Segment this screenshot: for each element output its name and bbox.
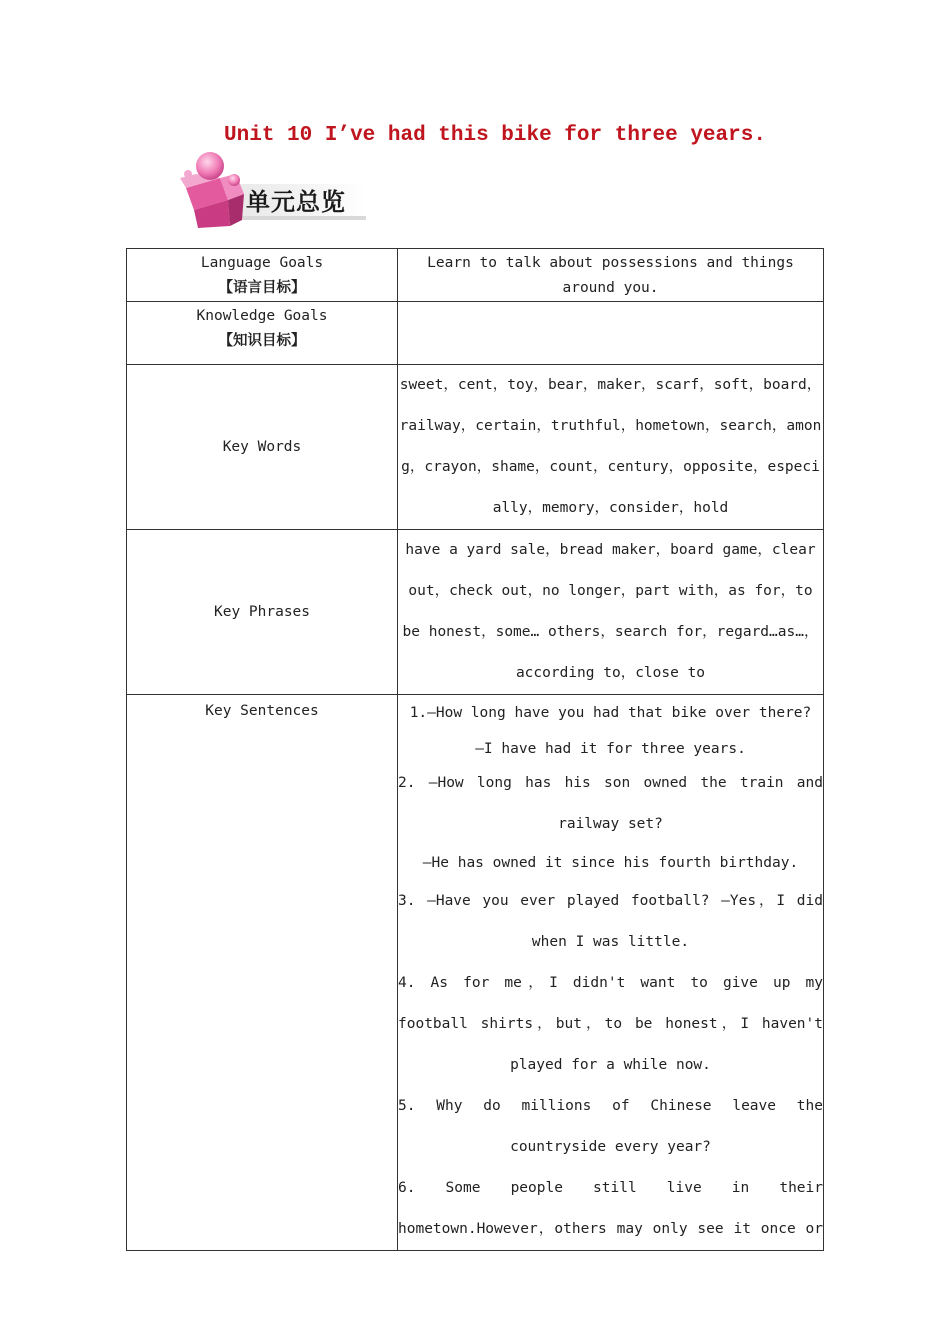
row-key-phrases (127, 530, 824, 695)
key-phrases-label: Key Phrases (127, 530, 398, 695)
sentence-4: —He has owned it since his fourth birthday. (422, 855, 799, 871)
sentence-7: 5. Why do millions of Chinese leave the countryside every year? (398, 1098, 823, 1155)
unit-title: Unit 10 I’ve had this bike for three years. (224, 124, 766, 147)
knowledge-goals-content (398, 302, 824, 365)
row-language-goals (127, 249, 824, 302)
section-banner (178, 148, 378, 230)
language-goals-label-zh: 【语言目标】 (218, 280, 306, 296)
sentence-1: 1.—How long have you had that bike over there? (409, 705, 812, 721)
sentence-3: 2. —How long has his son owned the train and railway set? (398, 775, 823, 832)
row-key-words (127, 365, 824, 530)
language-goals-label-cell (127, 249, 398, 302)
knowledge-goals-label-zh: 【知识目标】 (218, 333, 306, 349)
key-words-content: sweet，cent，toy，bear，maker，scarf，soft，board，railway，certain，truthful，hometown，search，among，crayon，shame，count，century，opposite，especially，memory，consider，hold (398, 365, 824, 530)
key-phrases-content: have a yard sale，bread maker，board game，clear out，check out，no longer，part with，as for，to be honest，some… others，search for，regard…as…，according to，close to (398, 530, 824, 695)
language-goals-label: Language Goals (200, 255, 324, 271)
language-goals-content: Learn to talk about possessions and things around you. (398, 249, 824, 302)
row-knowledge-goals (127, 302, 824, 365)
key-words-label: Key Words (127, 365, 398, 530)
sentence-8: 6. Some people still live in their hometown.However，others may only see it once or (398, 1180, 823, 1237)
knowledge-goals-label: Knowledge Goals (196, 308, 328, 324)
sentence-6: 4. As for me，I didn't want to give up my football shirts，but，to be honest，I haven't played for a while now. (398, 975, 823, 1073)
banner-label: 单元总览 (246, 188, 346, 216)
row-key-sentences (127, 695, 824, 1251)
sentence-2: —I have had it for three years. (475, 741, 746, 757)
key-sentences-content (398, 695, 824, 1251)
unit-overview-table (126, 248, 824, 1251)
key-sentences-label: Key Sentences (127, 695, 398, 1251)
knowledge-goals-label-cell (127, 302, 398, 365)
sentence-5: 3. —Have you ever played football? —Yes，I did when I was little. (398, 893, 823, 950)
